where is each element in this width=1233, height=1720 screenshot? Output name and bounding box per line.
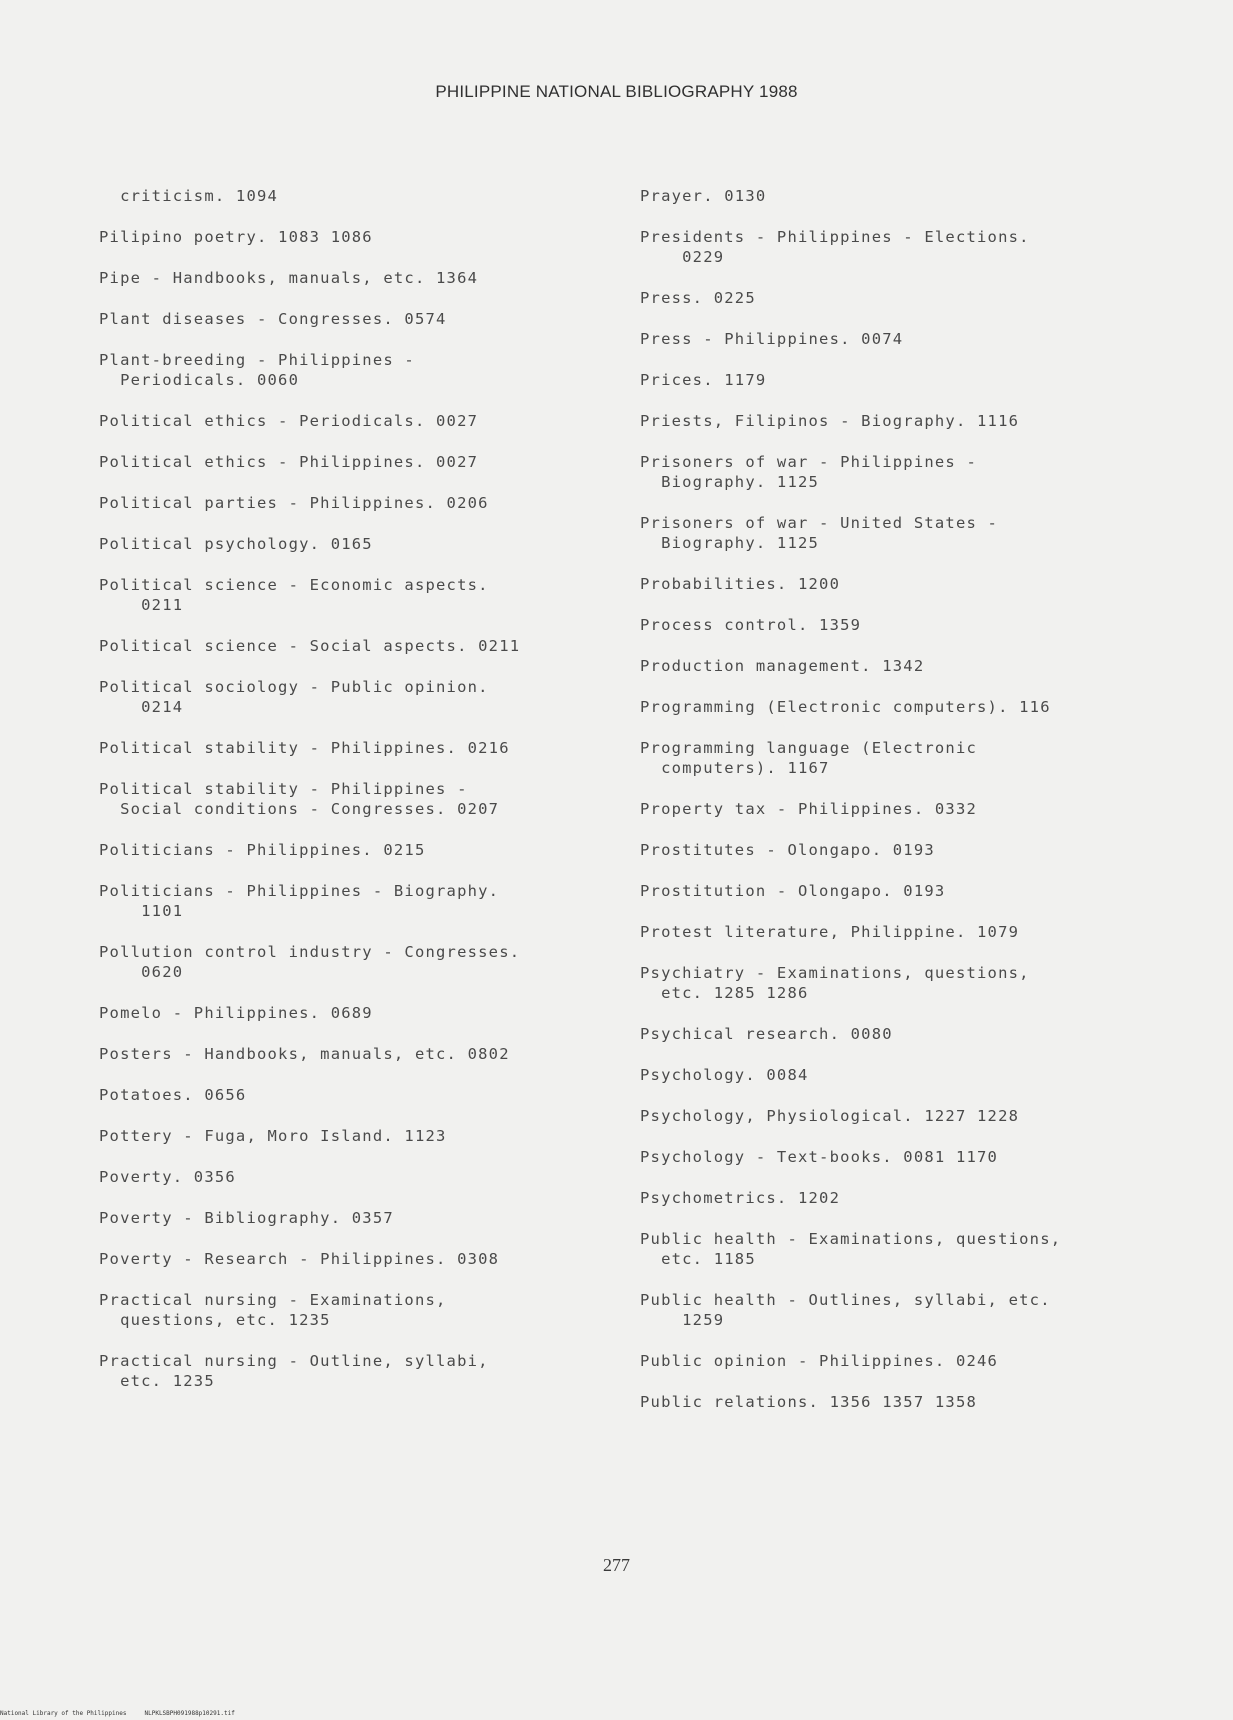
index-entry [99, 1167, 619, 1187]
index-entry-line: criticism. 1094 [99, 187, 279, 205]
index-entry [99, 881, 619, 921]
index-entry-line: Potatoes. 0656 [99, 1086, 247, 1104]
index-entry [99, 636, 619, 656]
scan-footer: National Library of the Philippines NLPKLSBPH091988p10291.tif [0, 1710, 235, 1717]
index-entry-line: 0211 [99, 596, 184, 614]
index-entry-line: Pipe - Handbooks, manuals, etc. 1364 [99, 269, 479, 287]
index-entry-line: Prisoners of war - Philippines - [640, 453, 978, 471]
index-entry [99, 840, 619, 860]
index-entry [640, 1229, 1200, 1269]
index-entry-line: Pomelo - Philippines. 0689 [99, 1004, 373, 1022]
index-entry [99, 779, 619, 819]
index-entry [99, 1126, 619, 1146]
index-entry [640, 186, 1200, 206]
index-entry [640, 227, 1200, 267]
index-entry-line: 0229 [640, 248, 725, 266]
index-entry [640, 1188, 1200, 1208]
page-number: 277 [603, 1555, 630, 1575]
index-entry [99, 942, 619, 982]
index-entry-line: Prices. 1179 [640, 371, 767, 389]
index-entry-line: Process control. 1359 [640, 616, 862, 634]
index-entry [640, 370, 1200, 390]
index-entry-line: etc. 1235 [99, 1372, 215, 1390]
index-entry-line: Production management. 1342 [640, 657, 925, 675]
index-entry-line: Practical nursing - Examinations, [99, 1291, 447, 1309]
index-entry-line: etc. 1285 1286 [640, 984, 809, 1002]
index-entry-line: Programming (Electronic computers). 116 [640, 698, 1051, 716]
index-entry [640, 513, 1200, 553]
index-entry [99, 227, 619, 247]
index-entry-line: Poverty - Research - Philippines. 0308 [99, 1250, 500, 1268]
index-entry [99, 350, 619, 390]
index-entry-line: Prostitution - Olongapo. 0193 [640, 882, 946, 900]
left-column [99, 186, 619, 1412]
index-entry-line: Press. 0225 [640, 289, 756, 307]
index-entry [640, 881, 1200, 901]
index-entry-line: Political parties - Philippines. 0206 [99, 494, 489, 512]
index-entry-line: Poverty. 0356 [99, 1168, 236, 1186]
index-entry [640, 329, 1200, 349]
index-entry-line: Political science - Economic aspects. [99, 576, 489, 594]
index-entry-line: Political ethics - Philippines. 0027 [99, 453, 479, 471]
index-entry [99, 1290, 619, 1330]
index-entry-line: Social conditions - Congresses. 0207 [99, 800, 500, 818]
index-entry [640, 1392, 1200, 1412]
index-entry [99, 309, 619, 329]
index-entry [640, 799, 1200, 819]
index-entry [99, 677, 619, 717]
index-entry [640, 411, 1200, 431]
index-entry-line: Protest literature, Philippine. 1079 [640, 923, 1020, 941]
index-entry-line: Political psychology. 0165 [99, 535, 373, 553]
index-entry [640, 288, 1200, 308]
right-column [640, 186, 1200, 1433]
index-entry [640, 922, 1200, 942]
index-entry [640, 452, 1200, 492]
index-entry-line: Psychology. 0084 [640, 1066, 809, 1084]
index-entry-line: Political stability - Philippines - [99, 780, 468, 798]
index-entry [99, 452, 619, 472]
index-entry-line: Public relations. 1356 1357 1358 [640, 1393, 978, 1411]
index-entry-line: Psychology - Text-books. 0081 1170 [640, 1148, 999, 1166]
index-entry [640, 963, 1200, 1003]
index-entry [640, 1147, 1200, 1167]
index-entry-line: Periodicals. 0060 [99, 371, 300, 389]
index-entry-line: Press - Philippines. 0074 [640, 330, 904, 348]
index-entry [99, 1351, 619, 1391]
index-entry-line: Psychiatry - Examinations, questions, [640, 964, 1030, 982]
index-entry [640, 697, 1200, 717]
index-entry [99, 1249, 619, 1269]
index-entry-line: Programming language (Electronic [640, 739, 978, 757]
index-entry-line: Political stability - Philippines. 0216 [99, 739, 510, 757]
index-entry-line: 1101 [99, 902, 184, 920]
index-entry-line: Poverty - Bibliography. 0357 [99, 1209, 394, 1227]
index-entry-line: Politicians - Philippines - Biography. [99, 882, 500, 900]
index-entry-line: Psychometrics. 1202 [640, 1189, 841, 1207]
index-entry-line: Pottery - Fuga, Moro Island. 1123 [99, 1127, 447, 1145]
index-entry-line: computers). 1167 [640, 759, 830, 777]
index-entry-line: Practical nursing - Outline, syllabi, [99, 1352, 489, 1370]
index-entry [640, 840, 1200, 860]
page-header: PHILIPPINE NATIONAL BIBLIOGRAPHY 1988 [435, 82, 798, 101]
index-entry-line: Pollution control industry - Congresses. [99, 943, 521, 961]
index-entry-line: Priests, Filipinos - Biography. 1116 [640, 412, 1020, 430]
index-entry [640, 1106, 1200, 1126]
index-entry-line: Public opinion - Philippines. 0246 [640, 1352, 999, 1370]
index-entry-line: Prayer. 0130 [640, 187, 767, 205]
index-entry [99, 1044, 619, 1064]
index-entry-line: Biography. 1125 [640, 473, 820, 491]
index-entry [99, 738, 619, 758]
index-entry-line: Public health - Examinations, questions, [640, 1230, 1062, 1248]
index-entry [99, 534, 619, 554]
index-entry-line: Prostitutes - Olongapo. 0193 [640, 841, 935, 859]
index-entry [99, 411, 619, 431]
index-entry-line: Posters - Handbooks, manuals, etc. 0802 [99, 1045, 510, 1063]
index-entry [640, 656, 1200, 676]
index-entry-line: 0214 [99, 698, 184, 716]
index-entry-line: Political ethics - Periodicals. 0027 [99, 412, 479, 430]
index-entry-line: etc. 1185 [640, 1250, 756, 1268]
index-entry [640, 1065, 1200, 1085]
index-entry [99, 1003, 619, 1023]
index-entry-line: Political sociology - Public opinion. [99, 678, 489, 696]
index-entry-line: Psychology, Physiological. 1227 1228 [640, 1107, 1020, 1125]
index-entry [99, 493, 619, 513]
index-entry [640, 615, 1200, 635]
index-entry-line: 1259 [640, 1311, 725, 1329]
index-entry-line: Plant diseases - Congresses. 0574 [99, 310, 447, 328]
index-entry [640, 574, 1200, 594]
index-entry-line: Plant-breeding - Philippines - [99, 351, 415, 369]
index-entry [99, 1085, 619, 1105]
index-entry [99, 1208, 619, 1228]
index-entry-line: Politicians - Philippines. 0215 [99, 841, 426, 859]
index-entry [640, 1351, 1200, 1371]
index-entry-line: Probabilities. 1200 [640, 575, 841, 593]
index-entry [99, 186, 619, 206]
index-entry-line: Property tax - Philippines. 0332 [640, 800, 978, 818]
index-entry-line: questions, etc. 1235 [99, 1311, 331, 1329]
index-entry-line: Pilipino poetry. 1083 1086 [99, 228, 373, 246]
index-entry-line: Public health - Outlines, syllabi, etc. [640, 1291, 1051, 1309]
index-entry-line: 0620 [99, 963, 184, 981]
index-entry-line: Political science - Social aspects. 0211 [99, 637, 521, 655]
index-entry-line: Biography. 1125 [640, 534, 820, 552]
index-entry [99, 268, 619, 288]
index-entry-line: Presidents - Philippines - Elections. [640, 228, 1030, 246]
index-entry [640, 1024, 1200, 1044]
index-entry [99, 575, 619, 615]
index-entry-line: Prisoners of war - United States - [640, 514, 999, 532]
index-entry [640, 738, 1200, 778]
index-entry-line: Psychical research. 0080 [640, 1025, 893, 1043]
index-entry [640, 1290, 1200, 1330]
